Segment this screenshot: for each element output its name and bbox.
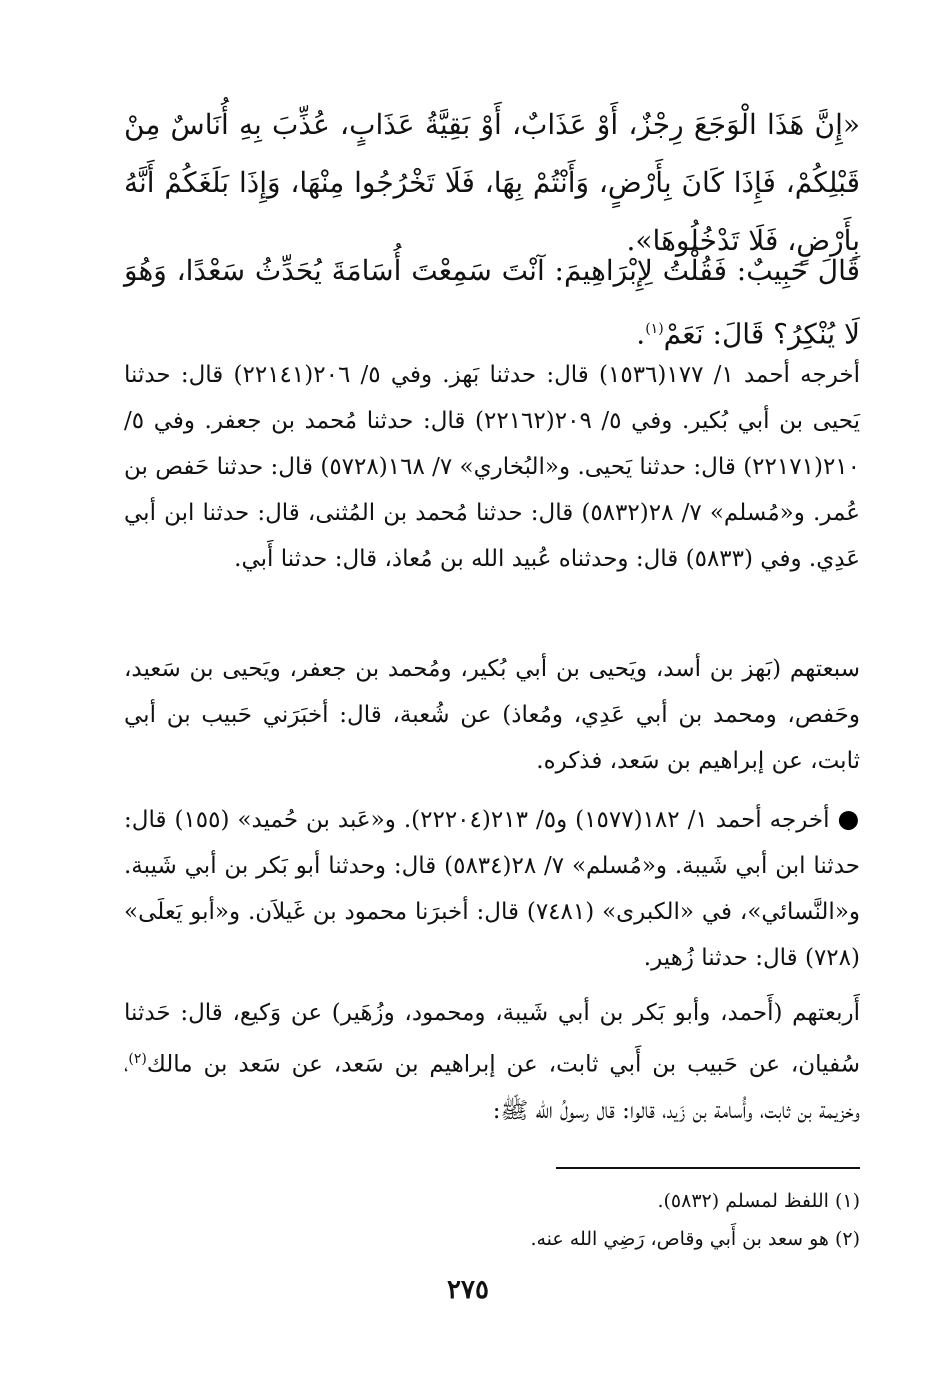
takhrij-paragraph-2 <box>124 796 860 981</box>
summary-paragraph-2 <box>124 990 860 1134</box>
habib-question-text: قَالَ حَبِيبٌ: فَقُلْتُ لِإِبْرَاهِيمَ: آنْتَ سَمِعْتَ أُسَامَةَ يُحَدِّثُ سَعْدًا، وَهُوَ لَا يُنْكِرُ؟ قَالَ: نَعَمْ <box>124 254 860 351</box>
summary-paragraph-1: سبعتهم (بَهز بن أسد، ويَحيى بن أبي بُكير، ومُحمد بن جعفر، ويَحيى بن سَعيد، وحَفص، ومحمد بن أبي عَدِي، ومُعاذ) عن شُعبة، قال: أخبَرَني حَبيب بن أبي ثابت، عن إبراهيم بن سَعد، فذكره. <box>124 656 860 774</box>
footnote-separator <box>556 1167 860 1169</box>
habib-question <box>124 242 860 363</box>
hadith-text: «إِنَّ هَذَا الْوَجَعَ رِجْزٌ، أَوْ عَذَابٌ، أَوْ بَقِيَّةُ عَذَابٍ، عُذِّبَ بِهِ أُنَاسٌ مِنْ قَبْلِكُمْ، فَإِذَا كَانَ بِأَرْضٍ، وَأَنْتُمْ بِهَا، فَلَا تَخْرُجُوا مِنْهَا، وَإِذَا بَلَغَكُمْ أَنَّهُ بِأَرْضٍ، فَلَا تَدْخُلُوهَا». <box>124 108 861 257</box>
footnote-ref-2: (٢) <box>128 1051 147 1067</box>
takhrij-paragraph-1: أخرجه أحمد ١/ ١٧٧(١٥٣٦) قال: حدثنا بَهز. وفي ٥/ ٢٠٦(٢٢١٤١) قال: حدثنا يَحيى بن أبي بُكير. وفي ٥/ ٢٠٩(٢٢١٦٢) قال: حدثنا مُحمد بن جعفر. وفي ٥/ ٢١٠(٢٢١٧١) قال: حدثنا يَحيى. و«البُخاري» ٧/ ١٦٨(٥٧٢٨) قال: حدثنا حَفص بن عُمر. و«مُسلم» ٧/ ٢٨(٥٨٣٢) قال: حدثنا مُحمد بن المُثنى، قال: حدثنا ابن أبي عَدِي. وفي (٥٨٣٣) قال: وحدثناه عُبيد الله بن مُعاذ، قال: حدثنا أَبي. <box>124 362 861 572</box>
habib-question-end: . <box>636 317 646 351</box>
summary-paragraph-2-text: أَربعتهم (أَحمد، وأبو بَكر بن أبي شَيبة، ومحمود، وزُهَير) عن وَكيع، قال: حَدثنا سُفيان، عن حَبيب بن أَبي ثابت، عن إبراهيم بن سَعد، عن سَعد بن مالك <box>124 1000 860 1078</box>
footnote-1: (١) اللفظ لمسلم (٥٨٣٢). <box>657 1190 860 1212</box>
bullet-icon: ● <box>837 804 861 833</box>
page-number: ٢٧٥ <box>447 1275 489 1305</box>
footnote-ref-1: (١) <box>645 321 664 337</box>
takhrij-paragraph-2-text: أخرجه أحمد ١/ ١٨٢(١٥٧٧) و٥/ ٢١٣(٢٢٢٠٤). و«عَبد بن حُميد» (١٥٥) قال: حدثنا ابن أبي شَيبة. و«مُسلم» ٧/ ٢٨(٥٨٣٤) قال: وحدثنا أبو بَكر بن أبي شَيبة. و«النَّسائي»، في «الكبرى» (٧٤٨١) قال: أخبرَنا محمود بن غَيلاَن. و«أبو يَعلَى» (٧٢٨) قال: حدثنا زُهير. <box>124 807 861 971</box>
footnote-2: (٢) هو سعد بن أَبي وقاص، رَضِي الله عنه. <box>530 1228 860 1250</box>
summary-paragraph-2-rest: ، وخزيمة بن ثابت، وأُسامة بن زَيد، قالوا: قال رسولُ الله ﷺ: <box>124 1051 860 1124</box>
